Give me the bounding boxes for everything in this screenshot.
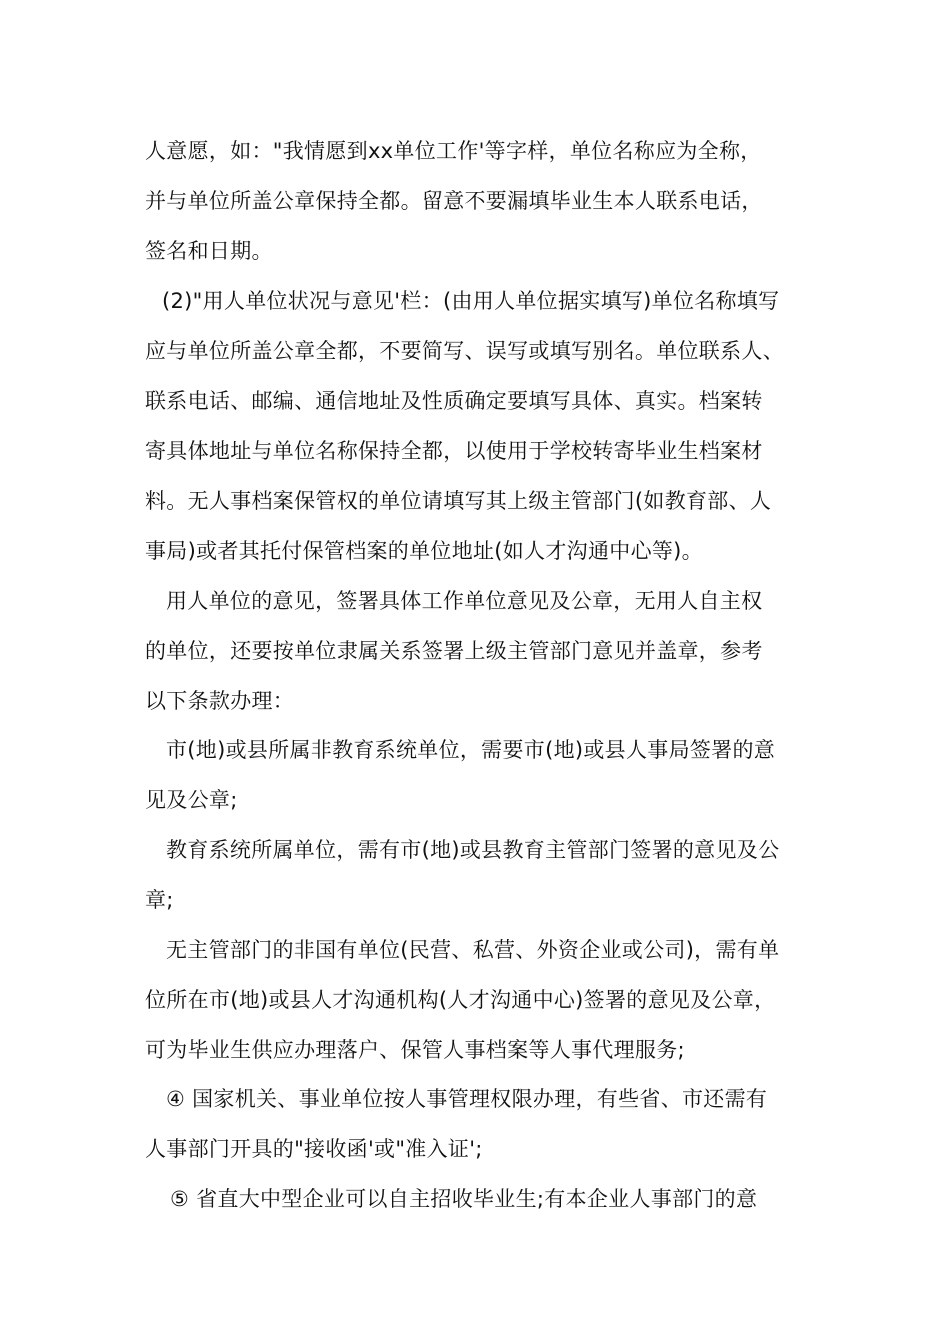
- text-line-17: 无主管部门的非国有单位(民营、私营、外资企业或公司)，需有单: [166, 938, 780, 962]
- text-line-2: 并与单位所盖公章保持全都。留意不要漏填毕业生本人联系电话，: [145, 189, 763, 213]
- text-line-22: ⑤ 省直大中型企业可以自主招收毕业生;有本企业人事部门的意: [170, 1187, 758, 1211]
- text-line-16: 章;: [145, 888, 174, 912]
- text-line-7: 寄具体地址与单位名称保持全都，以使用于学校转寄毕业生档案材: [145, 439, 763, 463]
- text-line-5: 应与单位所盖公章全都，不要简写、误写或填写别名。单位联系人、: [145, 339, 784, 363]
- text-line-11: 的单位，还要按单位隶属关系签署上级主管部门意见并盖章，参考: [145, 639, 763, 663]
- text-line-18: 位所在市(地)或县人才沟通机构(人才沟通中心)签署的意见及公章，: [145, 988, 776, 1012]
- text-line-6: 联系电话、邮编、通信地址及性质确定要填写具体、真实。档案转: [145, 389, 763, 413]
- text-line-19: 可为毕业生供应办理落户、保管人事档案等人事代理服务;: [145, 1038, 685, 1062]
- text-line-8: 料。无人事档案保管权的单位请填写其上级主管部门(如教育部、人: [145, 489, 772, 513]
- text-line-9: 事局)或者其托付保管档案的单位地址(如人才沟通中心等)。: [145, 539, 703, 563]
- text-line-12: 以下条款办理：: [145, 689, 295, 713]
- text-line-21: 人事部门开具的"接收函'或"准入证';: [145, 1137, 483, 1161]
- text-line-15: 教育系统所属单位，需有市(地)或县教育主管部门签署的意见及公: [166, 838, 780, 862]
- text-line-4: (2)"用人单位状况与意见'栏：(由用人单位据实填写)单位名称填写: [162, 289, 780, 313]
- text-line-14: 见及公章;: [145, 788, 238, 812]
- text-line-10: 用人单位的意见，签署具体工作单位意见及公章，无用人自主权: [166, 589, 763, 613]
- text-line-13: 市(地)或县所属非教育系统单位，需要市(地)或县人事局签署的意: [166, 738, 776, 762]
- text-line-3: 签名和日期。: [145, 239, 273, 263]
- text-line-1: 人意愿，如："我情愿到xx单位工作'等字样，单位名称应为全称，: [145, 139, 762, 163]
- text-line-20: ④ 国家机关、事业单位按人事管理权限办理，有些省、市还需有: [166, 1087, 768, 1111]
